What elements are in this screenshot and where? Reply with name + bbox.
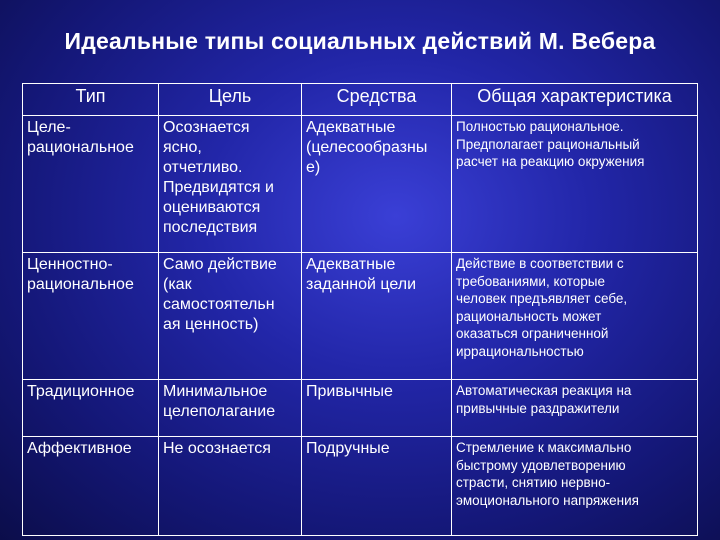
header-type: Тип bbox=[23, 84, 159, 116]
cell-type: Традиционное bbox=[23, 380, 159, 437]
cell-goal: Минимальное целеполагание bbox=[159, 380, 302, 437]
header-means: Средства bbox=[302, 84, 452, 116]
cell-means: Подручные bbox=[302, 437, 452, 536]
cell-goal: Не осознается bbox=[159, 437, 302, 536]
cell-description: Полностью рациональное. Предполагает рациональный расчет на реакцию окружения bbox=[452, 116, 698, 253]
cell-goal: Осознается ясно, отчетливо. Предвидятся и оцениваются последствия bbox=[159, 116, 302, 253]
cell-means: Адекватные (целесообразны е) bbox=[302, 116, 452, 253]
header-description: Общая характеристика bbox=[452, 84, 698, 116]
cell-type: Аффективное bbox=[23, 437, 159, 536]
table-row bbox=[23, 380, 698, 437]
cell-means: Привычные bbox=[302, 380, 452, 437]
cell-description: Действие в соответствии с требованиями, которые человек предъявляет себе, рациональность может оказаться ограниченной иррациональностью bbox=[452, 253, 698, 380]
slide-title: Идеальные типы социальных действий М. Вебера bbox=[64, 28, 656, 54]
table-row bbox=[23, 253, 698, 380]
header-goal: Цель bbox=[159, 84, 302, 116]
cell-description: Стремление к максимально быстрому удовлетворению страсти, снятию нервно- эмоционального напряжения bbox=[452, 437, 698, 536]
cell-type: Ценностно- рациональное bbox=[23, 253, 159, 380]
table-row bbox=[23, 116, 698, 253]
table-header-row bbox=[23, 84, 698, 116]
weber-action-types-table bbox=[22, 83, 698, 536]
table-row bbox=[23, 437, 698, 536]
cell-type: Целе- рациональное bbox=[23, 116, 159, 253]
cell-description: Автоматическая реакция на привычные раздражители bbox=[452, 380, 698, 437]
cell-means: Адекватные заданной цели bbox=[302, 253, 452, 380]
cell-goal: Само действие (как самостоятельн ая ценность) bbox=[159, 253, 302, 380]
